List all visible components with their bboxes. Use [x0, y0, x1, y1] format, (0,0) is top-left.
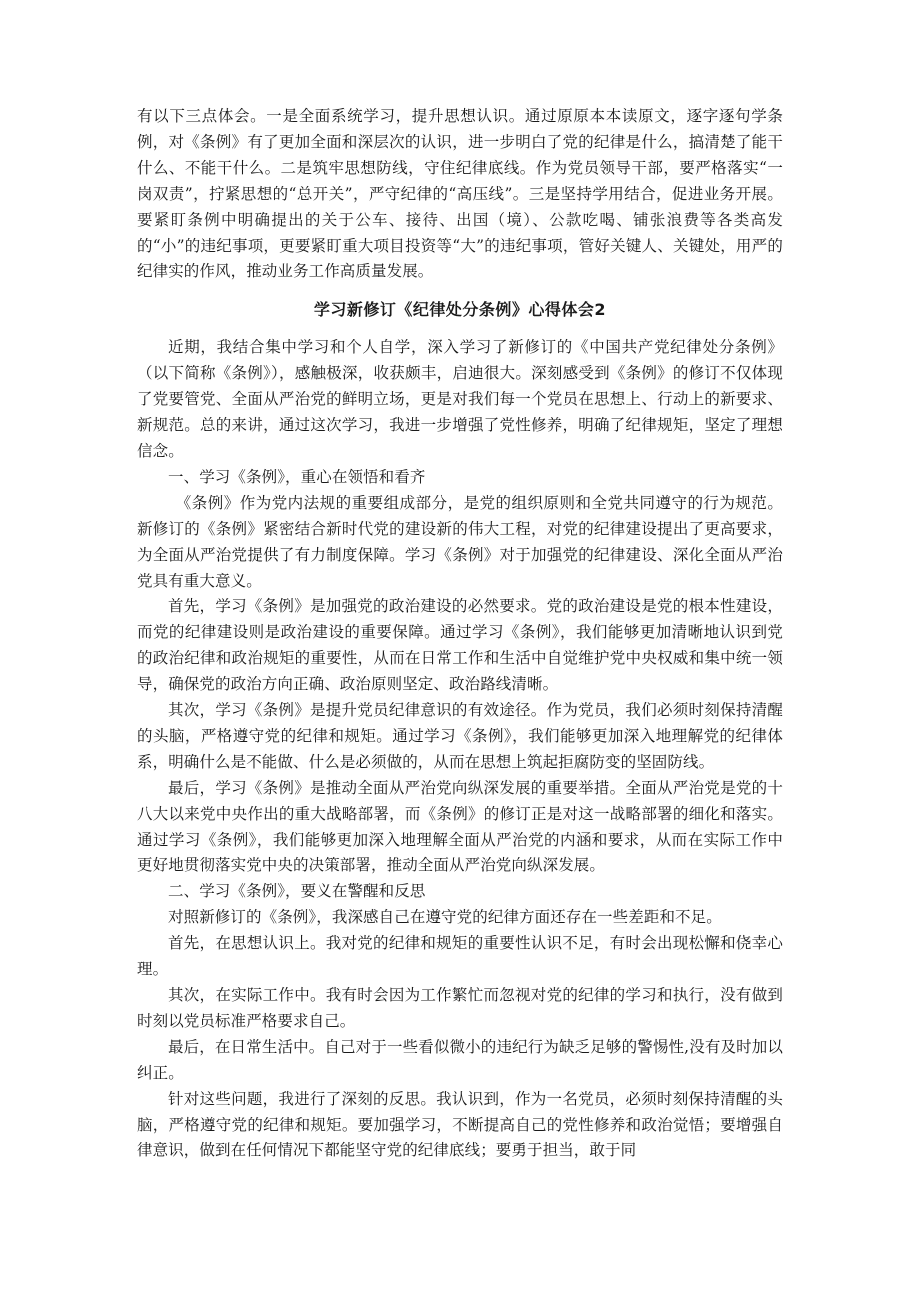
document-title: 学习新修订《纪律处分条例》心得体会2 [313, 300, 607, 320]
paragraph-intro: 近期，我结合集中学习和个人自学，深入学习了新修订的《中国共产党纪律处分条例》（以下简称《条例》），感触极深，收获颇丰，启迪很大。深刻感受到《条例》的修订不仅体现了党要管党、全面从严治党的鲜明立场，更是对我们每一个党员在思想上、行动上的新要求、新规范。总的来讲，通过这次学习，我进一步增强了党性修养，明确了纪律规矩，坚定了理想信念。 [137, 338, 783, 460]
section-heading-1: 一、学习《条例》，重心在领悟和看齐 [168, 467, 426, 486]
paragraph-body: 针对这些问题，我进行了深刻的反思。我认识到，作为一名党员，必须时刻保持清醒的头脑，严格遵守党的纪律和规矩。要加强学习，不断提高自己的党性修养和政治觉悟；要增强自律意识，做到在任何情况下都能坚守党的纪律底线；要勇于担当，敢于同 [137, 1089, 783, 1160]
paragraph-body: 其次，在实际工作中。我有时会因为工作繁忙而忽视对党的纪律的学习和执行，没有做到时刻以党员标准严格要求自己。 [137, 986, 783, 1030]
paragraph-body: 首先，在思想认识上。我对党的纪律和规矩的重要性认识不足，有时会出现松懈和侥幸心理。 [137, 934, 783, 979]
paragraph-body: 其次，学习《条例》是提升党员纪律意识的有效途径。作为党员，我们必须时刻保持清醒的头脑，严格遵守党的纪律和规矩。通过学习《条例》，我们能够更加深入地理解党的纪律体系，明确什么是不能做、什么是必须做的，从而在思想上筑起拒腐防变的坚固防线。 [137, 701, 783, 771]
paragraph-body: 对照新修订的《条例》，我深感自己在遵守党的纪律方面还存在一些差距和不足。 [168, 908, 722, 927]
document-page [137, 104, 783, 1164]
paragraph-body: 最后，在日常生活中。自己对于一些看似微小的违纪行为缺乏足够的警惕性,没有及时加以纠正。 [137, 1037, 783, 1082]
intro-paragraph: 有以下三点体会。一是全面系统学习，提升思想认识。通过原原本本读原文，逐字逐句学条例，对《条例》有了更加全面和深层次的认识，进一步明白了党的纪律是什么，搞清楚了能干什么、不能干什么。二是筑牢思想防线，守住纪律底线。作为党员领导干部，要严格落实“一岗双责”，拧紧思想的“总开关”，严守纪律的“高压线”。三是坚持学用结合，促进业务开展。要紧盯条例中明确提出的关于公车、接待、出国（境）、公款吃喝、铺张浪费等各类高发的“小”的违纪事项，更要紧盯重大项目投资等“大”的违纪事项，管好关键人、关键处，用严的纪律实的作风，推动业务工作高质量发展。 [137, 107, 783, 281]
paragraph-body: 首先，学习《条例》是加强党的政治建设的必然要求。党的政治建设是党的根本性建设，而党的纪律建设则是政治建设的重要保障。通过学习《条例》，我们能够更加清晰地认识到党的政治纪律和政治规矩的重要性，从而在日常工作和生活中自觉维护党中央权威和集中统一领导，确保党的政治方向正确、政治原则坚定、政治路线清晰。 [137, 597, 783, 694]
paragraph-body: 《条例》作为党内法规的重要组成部分，是党的组织原则和全党共同遵守的行为规范。新修订的《条例》紧密结合新时代党的建设新的伟大工程，对党的纪律建设提出了更高要求，为全面从严治党提供了有力制度保障。学习《条例》对于加强党的纪律建设、深化全面从严治党具有重大意义。 [137, 493, 783, 590]
paragraph-body: 最后，学习《条例》是推动全面从严治党向纵深发展的重要举措。全面从严治党是党的十八大以来党中央作出的重大战略部署，而《条例》的修订正是对这一战略部署的细化和落实。通过学习《条例》，我们能够更加深入地理解全面从严治党的内涵和要求，从而在实际工作中更好地贯彻落实党中央的决策部署，推动全面从严治党向纵深发展。 [137, 778, 783, 875]
section-heading-2: 二、学习《条例》，要义在警醒和反思 [168, 882, 426, 901]
